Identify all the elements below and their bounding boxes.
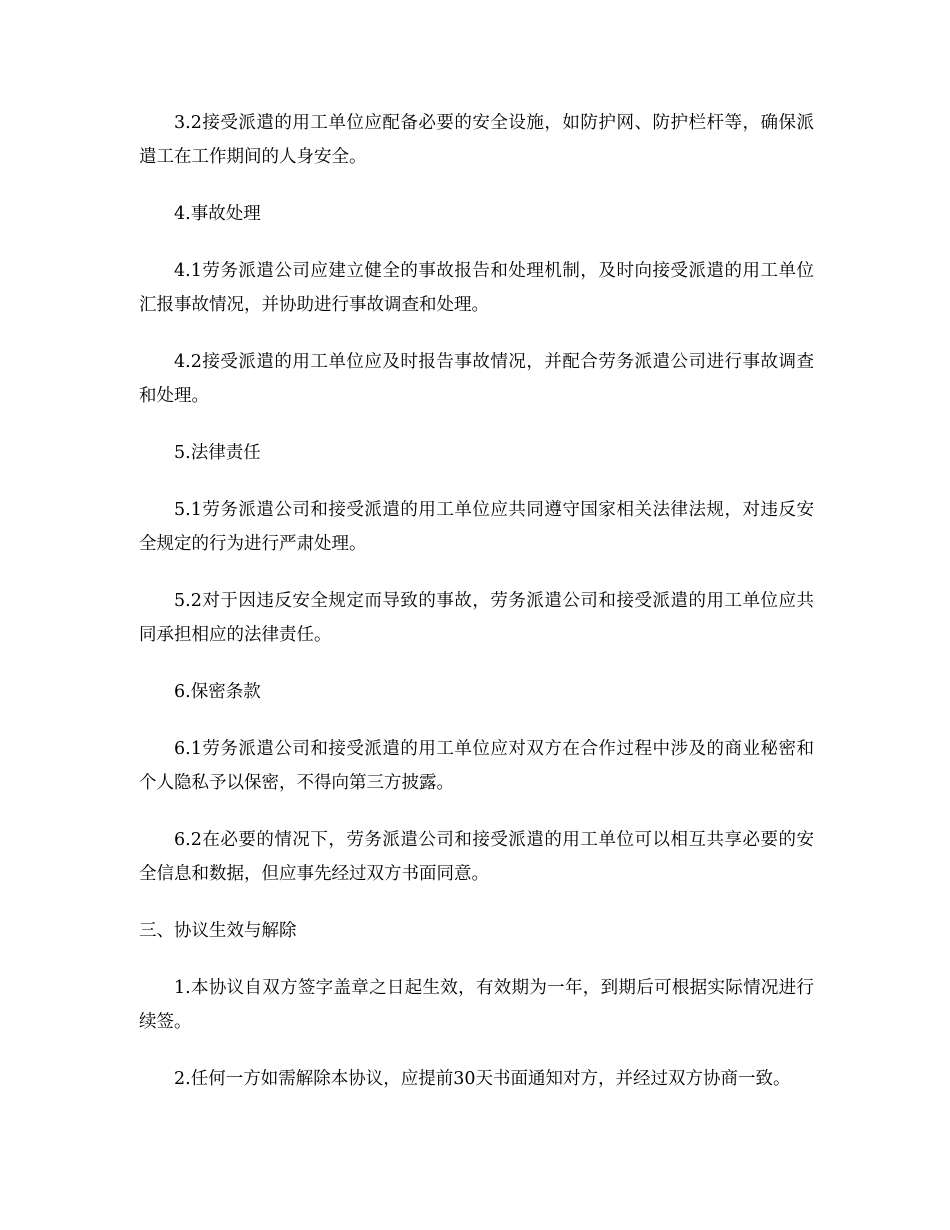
section-heading-effect-termination: 三、协议生效与解除 [139,921,297,941]
termination-clause-2: 2.任何一方如需解除本协议，应提前30天书面通知对方，并经过双方协商一致。 [174,1069,791,1089]
termination-clause-1: 1.本协议自双方签字盖章之日起生效，有效期为一年，到期后可根据实际情况进行续签。 [139,978,814,1032]
clause-5-2: 5.2对于因违反安全规定而导致的事故，劳务派遣公司和接受派遣的用工单位应共同承担相应的法律责任。 [139,591,814,645]
heading-legal-liability: 5.法律责任 [174,443,261,463]
clause-5-1: 5.1劳务派遣公司和接受派遣的用工单位应共同遵守国家相关法律法规，对违反安全规定的行为进行严肃处理。 [139,500,814,554]
clause-4-1: 4.1劳务派遣公司应建立健全的事故报告和处理机制，及时向接受派遣的用工单位汇报事故情况，并协助进行事故调查和处理。 [139,261,814,315]
clause-4-2: 4.2接受派遣的用工单位应及时报告事故情况，并配合劳务派遣公司进行事故调查和处理。 [139,352,814,406]
clause-6-1: 6.1劳务派遣公司和接受派遣的用工单位应对双方在合作过程中涉及的商业秘密和个人隐私予以保密，不得向第三方披露。 [139,739,814,793]
heading-accident-handling: 4.事故处理 [174,204,261,224]
clause-6-2: 6.2在必要的情况下，劳务派遣公司和接受派遣的用工单位可以相互共享必要的安全信息和数据，但应事先经过双方书面同意。 [139,830,814,884]
clause-3-2: 3.2接受派遣的用工单位应配备必要的安全设施，如防护网、防护栏杆等，确保派遣工在工作期间的人身安全。 [139,113,814,167]
heading-confidentiality: 6.保密条款 [174,682,261,702]
document-body [139,106,814,1119]
